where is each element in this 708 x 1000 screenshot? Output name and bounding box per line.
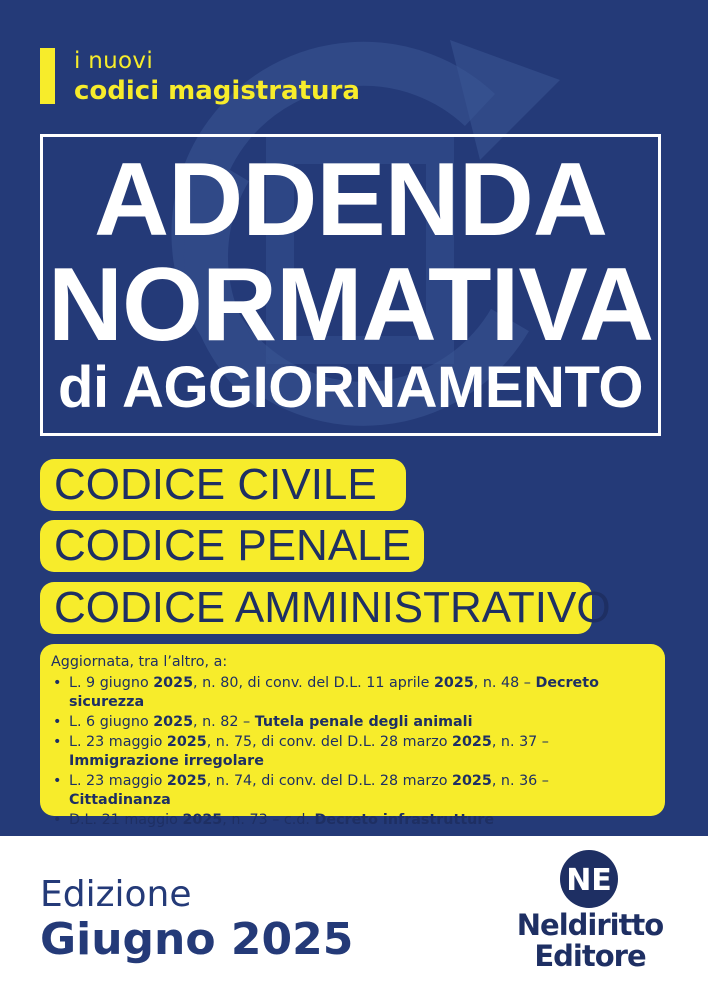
title-frame bbox=[40, 134, 661, 436]
updates-list bbox=[51, 674, 655, 830]
publisher-name-line1: Neldiritto bbox=[516, 908, 664, 942]
code-label-penale: CODICE PENALE bbox=[40, 520, 424, 572]
title-line-normativa: NORMATIVA bbox=[47, 247, 654, 363]
code-label-amministrativo: CODICE AMMINISTRATIVO bbox=[40, 582, 592, 634]
series-label-line1: i nuovi bbox=[74, 48, 154, 74]
update-item: • L. 9 giugno 2025, n. 80, di conv. del D.L. 11 aprile 2025, n. 48 – Decreto sicurezza bbox=[51, 674, 655, 712]
title-line-aggiornamento: di AGGIORNAMENTO bbox=[58, 355, 643, 420]
publisher-name bbox=[500, 910, 680, 972]
edition-date: Giugno 2025 bbox=[40, 914, 354, 965]
update-item: • L. 6 giugno 2025, n. 82 – Tutela penale degli animali bbox=[51, 713, 655, 732]
publisher-ne-logo-icon bbox=[558, 848, 620, 910]
series-accent-bar bbox=[40, 48, 55, 104]
update-item: • L. 23 maggio 2025, n. 74, di conv. del D.L. 28 marzo 2025, n. 36 – Cittadinanza bbox=[51, 772, 655, 810]
update-item: • L. 23 maggio 2025, n. 75, di conv. del D.L. 28 marzo 2025, n. 37 – Immigrazione irregolare bbox=[51, 733, 655, 771]
updates-intro: Aggiornata, tra l’altro, a: bbox=[51, 654, 228, 670]
publisher-name-line2: Editore bbox=[534, 939, 646, 973]
edition-label: Edizione bbox=[40, 874, 192, 915]
series-label-line2: codici magistratura bbox=[74, 76, 360, 106]
bottom-band bbox=[0, 836, 708, 1000]
title-line-addenda: ADDENDA bbox=[94, 142, 607, 258]
update-item: • D.L. 21 maggio 2025, n. 73 – c.d. Decreto infrastrutture bbox=[51, 811, 655, 830]
updates-box bbox=[40, 644, 665, 828]
code-label-civile: CODICE CIVILE bbox=[40, 459, 406, 511]
svg-text:NE: NE bbox=[566, 863, 612, 898]
